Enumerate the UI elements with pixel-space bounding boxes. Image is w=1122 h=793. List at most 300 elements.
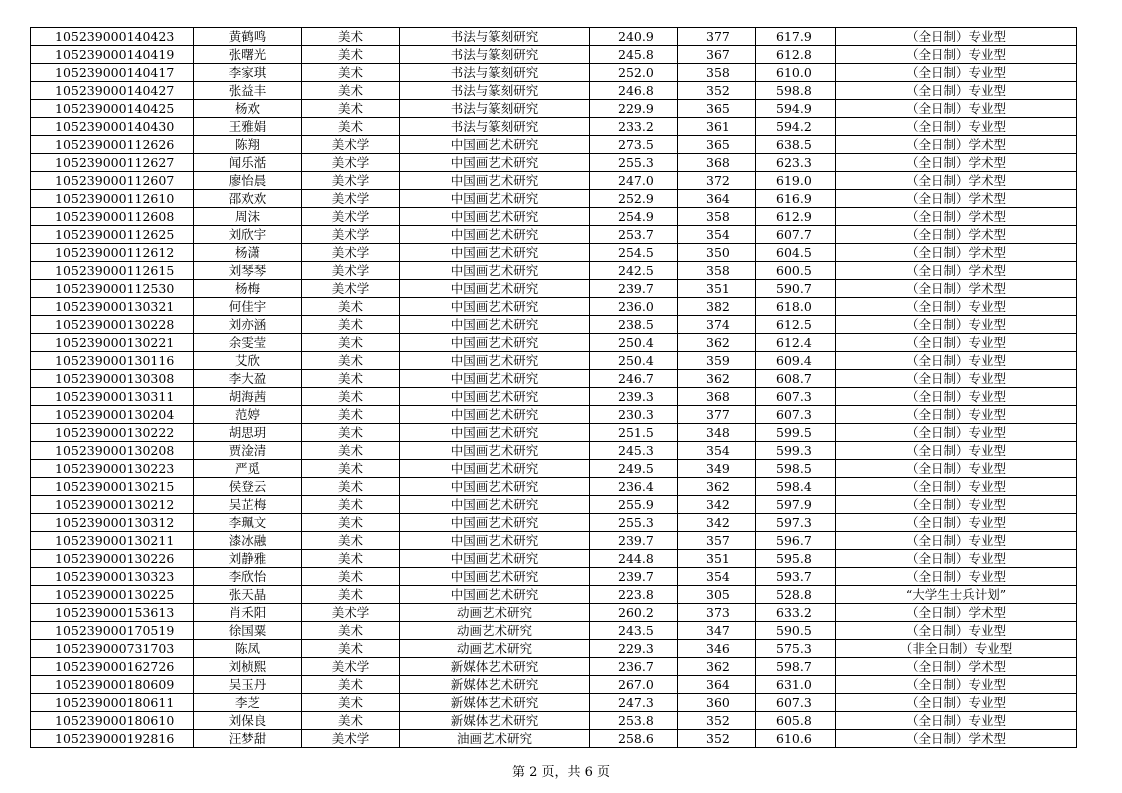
- total-score-cell: 605.8: [756, 712, 836, 730]
- direction-cell: 中国画艺术研究: [400, 532, 590, 550]
- direction-cell: 中国画艺术研究: [400, 586, 590, 604]
- retest-score-cell: 354: [678, 568, 756, 586]
- major-category-cell: 美术: [302, 460, 400, 478]
- type-cell: （全日制）学术型: [836, 244, 1077, 262]
- total-score-cell: 604.5: [756, 244, 836, 262]
- name-cell: 杨梅: [194, 280, 302, 298]
- table-row: [31, 658, 1077, 676]
- retest-score-cell: 358: [678, 262, 756, 280]
- retest-score-cell: 374: [678, 316, 756, 334]
- type-cell: （全日制）专业型: [836, 550, 1077, 568]
- initial-score-cell: 229.3: [590, 640, 678, 658]
- initial-score-cell: 233.2: [590, 118, 678, 136]
- type-cell: （全日制）专业型: [836, 334, 1077, 352]
- exam-number-cell: 105239000153613: [31, 604, 194, 622]
- name-cell: 余雯莹: [194, 334, 302, 352]
- table-body: [31, 28, 1077, 748]
- initial-score-cell: 244.8: [590, 550, 678, 568]
- direction-cell: 中国画艺术研究: [400, 334, 590, 352]
- type-cell: （全日制）学术型: [836, 262, 1077, 280]
- major-category-cell: 美术学: [302, 262, 400, 280]
- retest-score-cell: 365: [678, 100, 756, 118]
- initial-score-cell: 239.3: [590, 388, 678, 406]
- initial-score-cell: 238.5: [590, 316, 678, 334]
- total-score-cell: 599.5: [756, 424, 836, 442]
- table-row: [31, 406, 1077, 424]
- table-row: [31, 532, 1077, 550]
- table-row: [31, 190, 1077, 208]
- direction-cell: 中国画艺术研究: [400, 172, 590, 190]
- retest-score-cell: 372: [678, 172, 756, 190]
- total-score-cell: 594.2: [756, 118, 836, 136]
- initial-score-cell: 245.3: [590, 442, 678, 460]
- type-cell: （全日制）专业型: [836, 64, 1077, 82]
- table-row: [31, 568, 1077, 586]
- initial-score-cell: 251.5: [590, 424, 678, 442]
- name-cell: 刘亦涵: [194, 316, 302, 334]
- major-category-cell: 美术: [302, 694, 400, 712]
- retest-score-cell: 352: [678, 712, 756, 730]
- total-score-cell: 597.9: [756, 496, 836, 514]
- total-score-cell: 598.8: [756, 82, 836, 100]
- exam-number-cell: 105239000130208: [31, 442, 194, 460]
- exam-number-cell: 105239000130226: [31, 550, 194, 568]
- table-row: [31, 514, 1077, 532]
- initial-score-cell: 254.5: [590, 244, 678, 262]
- initial-score-cell: 240.9: [590, 28, 678, 46]
- direction-cell: 中国画艺术研究: [400, 190, 590, 208]
- direction-cell: 中国画艺术研究: [400, 496, 590, 514]
- retest-score-cell: 354: [678, 442, 756, 460]
- direction-cell: 中国画艺术研究: [400, 478, 590, 496]
- major-category-cell: 美术: [302, 640, 400, 658]
- major-category-cell: 美术: [302, 64, 400, 82]
- type-cell: （全日制）学术型: [836, 730, 1077, 748]
- major-category-cell: 美术: [302, 316, 400, 334]
- retest-score-cell: 364: [678, 190, 756, 208]
- type-cell: （全日制）专业型: [836, 676, 1077, 694]
- retest-score-cell: 351: [678, 280, 756, 298]
- initial-score-cell: 267.0: [590, 676, 678, 694]
- direction-cell: 中国画艺术研究: [400, 298, 590, 316]
- type-cell: （全日制）专业型: [836, 514, 1077, 532]
- total-score-cell: 598.7: [756, 658, 836, 676]
- direction-cell: 中国画艺术研究: [400, 136, 590, 154]
- name-cell: 张益丰: [194, 82, 302, 100]
- name-cell: 漆冰融: [194, 532, 302, 550]
- major-category-cell: 美术学: [302, 244, 400, 262]
- major-category-cell: 美术: [302, 514, 400, 532]
- retest-score-cell: 347: [678, 622, 756, 640]
- initial-score-cell: 236.0: [590, 298, 678, 316]
- type-cell: （全日制）专业型: [836, 100, 1077, 118]
- retest-score-cell: 368: [678, 388, 756, 406]
- total-score-cell: 607.3: [756, 406, 836, 424]
- exam-number-cell: 105239000112615: [31, 262, 194, 280]
- direction-cell: 中国画艺术研究: [400, 388, 590, 406]
- initial-score-cell: 239.7: [590, 532, 678, 550]
- table-row: [31, 262, 1077, 280]
- total-score-cell: 612.8: [756, 46, 836, 64]
- retest-score-cell: 360: [678, 694, 756, 712]
- initial-score-cell: 246.8: [590, 82, 678, 100]
- total-score-cell: 597.3: [756, 514, 836, 532]
- type-cell: （全日制）学术型: [836, 154, 1077, 172]
- direction-cell: 动画艺术研究: [400, 622, 590, 640]
- total-score-cell: 612.9: [756, 208, 836, 226]
- total-score-cell: 594.9: [756, 100, 836, 118]
- name-cell: 吴芷梅: [194, 496, 302, 514]
- table-row: [31, 604, 1077, 622]
- total-score-cell: 617.9: [756, 28, 836, 46]
- major-category-cell: 美术学: [302, 226, 400, 244]
- major-category-cell: 美术: [302, 28, 400, 46]
- exam-number-cell: 105239000140419: [31, 46, 194, 64]
- total-score-cell: 612.4: [756, 334, 836, 352]
- total-score-cell: 528.8: [756, 586, 836, 604]
- major-category-cell: 美术: [302, 82, 400, 100]
- exam-number-cell: 105239000130225: [31, 586, 194, 604]
- initial-score-cell: 258.6: [590, 730, 678, 748]
- direction-cell: 中国画艺术研究: [400, 550, 590, 568]
- table-row: [31, 586, 1077, 604]
- direction-cell: 新媒体艺术研究: [400, 694, 590, 712]
- initial-score-cell: 236.7: [590, 658, 678, 676]
- exam-number-cell: 105239000140423: [31, 28, 194, 46]
- direction-cell: 新媒体艺术研究: [400, 676, 590, 694]
- name-cell: 胡思玥: [194, 424, 302, 442]
- major-category-cell: 美术: [302, 568, 400, 586]
- initial-score-cell: 255.3: [590, 154, 678, 172]
- initial-score-cell: 243.5: [590, 622, 678, 640]
- table-row: [31, 622, 1077, 640]
- name-cell: 范婷: [194, 406, 302, 424]
- major-category-cell: 美术: [302, 496, 400, 514]
- name-cell: 陈翔: [194, 136, 302, 154]
- exam-number-cell: 105239000130215: [31, 478, 194, 496]
- total-score-cell: 600.5: [756, 262, 836, 280]
- exam-number-cell: 105239000130223: [31, 460, 194, 478]
- type-cell: （全日制）专业型: [836, 370, 1077, 388]
- total-score-cell: 633.2: [756, 604, 836, 622]
- direction-cell: 新媒体艺术研究: [400, 658, 590, 676]
- exam-number-cell: 105239000112627: [31, 154, 194, 172]
- type-cell: （全日制）学术型: [836, 658, 1077, 676]
- name-cell: 李家琪: [194, 64, 302, 82]
- total-score-cell: 590.7: [756, 280, 836, 298]
- major-category-cell: 美术: [302, 622, 400, 640]
- table-row: [31, 154, 1077, 172]
- retest-score-cell: 368: [678, 154, 756, 172]
- total-score-cell: 596.7: [756, 532, 836, 550]
- total-score-cell: 609.4: [756, 352, 836, 370]
- initial-score-cell: 260.2: [590, 604, 678, 622]
- type-cell: （全日制）专业型: [836, 118, 1077, 136]
- initial-score-cell: 223.8: [590, 586, 678, 604]
- major-category-cell: 美术: [302, 424, 400, 442]
- direction-cell: 中国画艺术研究: [400, 244, 590, 262]
- exam-number-cell: 105239000112610: [31, 190, 194, 208]
- name-cell: 闻乐湉: [194, 154, 302, 172]
- name-cell: 李芝: [194, 694, 302, 712]
- direction-cell: 中国画艺术研究: [400, 154, 590, 172]
- type-cell: （全日制）专业型: [836, 28, 1077, 46]
- table-row: [31, 208, 1077, 226]
- name-cell: 黄鹤鸣: [194, 28, 302, 46]
- exam-number-cell: 105239000112607: [31, 172, 194, 190]
- direction-cell: 中国画艺术研究: [400, 316, 590, 334]
- type-cell: （全日制）专业型: [836, 442, 1077, 460]
- exam-number-cell: 105239000140430: [31, 118, 194, 136]
- retest-score-cell: 364: [678, 676, 756, 694]
- major-category-cell: 美术: [302, 388, 400, 406]
- type-cell: （全日制）学术型: [836, 280, 1077, 298]
- exam-number-cell: 105239000112625: [31, 226, 194, 244]
- total-score-cell: 610.0: [756, 64, 836, 82]
- total-score-cell: 631.0: [756, 676, 836, 694]
- retest-score-cell: 358: [678, 64, 756, 82]
- table-row: [31, 712, 1077, 730]
- table-row: [31, 244, 1077, 262]
- exam-number-cell: 105239000112612: [31, 244, 194, 262]
- retest-score-cell: 359: [678, 352, 756, 370]
- exam-number-cell: 105239000140425: [31, 100, 194, 118]
- type-cell: （全日制）学术型: [836, 208, 1077, 226]
- type-cell: （全日制）专业型: [836, 622, 1077, 640]
- table-row: [31, 478, 1077, 496]
- admission-table: [30, 27, 1077, 748]
- direction-cell: 中国画艺术研究: [400, 460, 590, 478]
- table-row: [31, 64, 1077, 82]
- initial-score-cell: 252.9: [590, 190, 678, 208]
- retest-score-cell: 352: [678, 82, 756, 100]
- name-cell: 吴玉丹: [194, 676, 302, 694]
- table-row: [31, 28, 1077, 46]
- table-row: [31, 694, 1077, 712]
- initial-score-cell: 250.4: [590, 334, 678, 352]
- retest-score-cell: 362: [678, 334, 756, 352]
- type-cell: “大学生士兵计划”: [836, 586, 1077, 604]
- type-cell: （全日制）专业型: [836, 316, 1077, 334]
- initial-score-cell: 249.5: [590, 460, 678, 478]
- direction-cell: 中国画艺术研究: [400, 442, 590, 460]
- major-category-cell: 美术学: [302, 658, 400, 676]
- name-cell: 肖禾阳: [194, 604, 302, 622]
- initial-score-cell: 242.5: [590, 262, 678, 280]
- major-category-cell: 美术: [302, 46, 400, 64]
- type-cell: （全日制）学术型: [836, 172, 1077, 190]
- major-category-cell: 美术: [302, 352, 400, 370]
- direction-cell: 中国画艺术研究: [400, 514, 590, 532]
- exam-number-cell: 105239000180611: [31, 694, 194, 712]
- retest-score-cell: 362: [678, 658, 756, 676]
- major-category-cell: 美术: [302, 118, 400, 136]
- name-cell: 徐国粟: [194, 622, 302, 640]
- direction-cell: 书法与篆刻研究: [400, 82, 590, 100]
- exam-number-cell: 105239000130116: [31, 352, 194, 370]
- name-cell: 张天晶: [194, 586, 302, 604]
- retest-score-cell: 382: [678, 298, 756, 316]
- major-category-cell: 美术: [302, 712, 400, 730]
- total-score-cell: 612.5: [756, 316, 836, 334]
- type-cell: （全日制）专业型: [836, 460, 1077, 478]
- table-row: [31, 676, 1077, 694]
- exam-number-cell: 105239000130323: [31, 568, 194, 586]
- retest-score-cell: 346: [678, 640, 756, 658]
- name-cell: 王雅娟: [194, 118, 302, 136]
- type-cell: （全日制）专业型: [836, 388, 1077, 406]
- type-cell: （全日制）专业型: [836, 46, 1077, 64]
- total-score-cell: 616.9: [756, 190, 836, 208]
- name-cell: 李大盈: [194, 370, 302, 388]
- retest-score-cell: 362: [678, 478, 756, 496]
- table-row: [31, 298, 1077, 316]
- major-category-cell: 美术: [302, 406, 400, 424]
- initial-score-cell: 252.0: [590, 64, 678, 82]
- initial-score-cell: 273.5: [590, 136, 678, 154]
- exam-number-cell: 105239000130308: [31, 370, 194, 388]
- name-cell: 贾淦清: [194, 442, 302, 460]
- direction-cell: 中国画艺术研究: [400, 424, 590, 442]
- major-category-cell: 美术: [302, 334, 400, 352]
- table-row: [31, 550, 1077, 568]
- total-score-cell: 610.6: [756, 730, 836, 748]
- table-row: [31, 334, 1077, 352]
- major-category-cell: 美术学: [302, 172, 400, 190]
- retest-score-cell: 349: [678, 460, 756, 478]
- total-score-cell: 623.3: [756, 154, 836, 172]
- table-row: [31, 460, 1077, 478]
- exam-number-cell: 105239000180609: [31, 676, 194, 694]
- initial-score-cell: 255.9: [590, 496, 678, 514]
- table-row: [31, 46, 1077, 64]
- major-category-cell: 美术学: [302, 604, 400, 622]
- initial-score-cell: 247.0: [590, 172, 678, 190]
- name-cell: 周沫: [194, 208, 302, 226]
- name-cell: 艾欣: [194, 352, 302, 370]
- direction-cell: 书法与篆刻研究: [400, 64, 590, 82]
- table-row: [31, 118, 1077, 136]
- total-score-cell: 598.4: [756, 478, 836, 496]
- direction-cell: 书法与篆刻研究: [400, 118, 590, 136]
- initial-score-cell: 246.7: [590, 370, 678, 388]
- total-score-cell: 593.7: [756, 568, 836, 586]
- table-row: [31, 496, 1077, 514]
- type-cell: （全日制）专业型: [836, 478, 1077, 496]
- total-score-cell: 608.7: [756, 370, 836, 388]
- retest-score-cell: 373: [678, 604, 756, 622]
- total-score-cell: 607.3: [756, 388, 836, 406]
- table-row: [31, 442, 1077, 460]
- exam-number-cell: 105239000130228: [31, 316, 194, 334]
- total-score-cell: 595.8: [756, 550, 836, 568]
- name-cell: 汪梦甜: [194, 730, 302, 748]
- table-row: [31, 136, 1077, 154]
- table-row: [31, 730, 1077, 748]
- exam-number-cell: 105239000130222: [31, 424, 194, 442]
- major-category-cell: 美术: [302, 100, 400, 118]
- type-cell: （全日制）专业型: [836, 712, 1077, 730]
- exam-number-cell: 105239000112626: [31, 136, 194, 154]
- retest-score-cell: 352: [678, 730, 756, 748]
- major-category-cell: 美术: [302, 586, 400, 604]
- exam-number-cell: 105239000130221: [31, 334, 194, 352]
- name-cell: 严觅: [194, 460, 302, 478]
- initial-score-cell: 253.8: [590, 712, 678, 730]
- name-cell: 李珮文: [194, 514, 302, 532]
- direction-cell: 中国画艺术研究: [400, 262, 590, 280]
- retest-score-cell: 377: [678, 406, 756, 424]
- type-cell: （全日制）学术型: [836, 136, 1077, 154]
- major-category-cell: 美术学: [302, 280, 400, 298]
- direction-cell: 油画艺术研究: [400, 730, 590, 748]
- major-category-cell: 美术: [302, 298, 400, 316]
- type-cell: （全日制）专业型: [836, 352, 1077, 370]
- exam-number-cell: 105239000140427: [31, 82, 194, 100]
- major-category-cell: 美术学: [302, 154, 400, 172]
- initial-score-cell: 247.3: [590, 694, 678, 712]
- type-cell: （全日制）专业型: [836, 568, 1077, 586]
- direction-cell: 中国画艺术研究: [400, 370, 590, 388]
- exam-number-cell: 105239000192816: [31, 730, 194, 748]
- exam-number-cell: 105239000112608: [31, 208, 194, 226]
- exam-number-cell: 105239000130312: [31, 514, 194, 532]
- initial-score-cell: 239.7: [590, 568, 678, 586]
- name-cell: 刘静雅: [194, 550, 302, 568]
- initial-score-cell: 230.3: [590, 406, 678, 424]
- name-cell: 廖怡晨: [194, 172, 302, 190]
- retest-score-cell: 354: [678, 226, 756, 244]
- total-score-cell: 607.3: [756, 694, 836, 712]
- table-row: [31, 172, 1077, 190]
- exam-number-cell: 105239000130212: [31, 496, 194, 514]
- total-score-cell: 638.5: [756, 136, 836, 154]
- exam-number-cell: 105239000162726: [31, 658, 194, 676]
- name-cell: 杨潇: [194, 244, 302, 262]
- type-cell: （全日制）专业型: [836, 694, 1077, 712]
- name-cell: 刘保良: [194, 712, 302, 730]
- retest-score-cell: 367: [678, 46, 756, 64]
- initial-score-cell: 239.7: [590, 280, 678, 298]
- name-cell: 刘琴琴: [194, 262, 302, 280]
- name-cell: 杨欢: [194, 100, 302, 118]
- retest-score-cell: 362: [678, 370, 756, 388]
- initial-score-cell: 254.9: [590, 208, 678, 226]
- table-row: [31, 82, 1077, 100]
- retest-score-cell: 342: [678, 514, 756, 532]
- retest-score-cell: 348: [678, 424, 756, 442]
- table-row: [31, 280, 1077, 298]
- type-cell: （全日制）专业型: [836, 82, 1077, 100]
- page-footer: 第 2 页，共 6 页: [511, 765, 611, 780]
- direction-cell: 新媒体艺术研究: [400, 712, 590, 730]
- total-score-cell: 590.5: [756, 622, 836, 640]
- direction-cell: 中国画艺术研究: [400, 568, 590, 586]
- direction-cell: 中国画艺术研究: [400, 280, 590, 298]
- retest-score-cell: 377: [678, 28, 756, 46]
- major-category-cell: 美术: [302, 550, 400, 568]
- retest-score-cell: 351: [678, 550, 756, 568]
- exam-number-cell: 105239000130311: [31, 388, 194, 406]
- name-cell: 侯登云: [194, 478, 302, 496]
- exam-number-cell: 105239000140417: [31, 64, 194, 82]
- retest-score-cell: 357: [678, 532, 756, 550]
- type-cell: （全日制）专业型: [836, 298, 1077, 316]
- exam-number-cell: 105239000180610: [31, 712, 194, 730]
- name-cell: 刘欣宇: [194, 226, 302, 244]
- major-category-cell: 美术: [302, 478, 400, 496]
- type-cell: （全日制）专业型: [836, 424, 1077, 442]
